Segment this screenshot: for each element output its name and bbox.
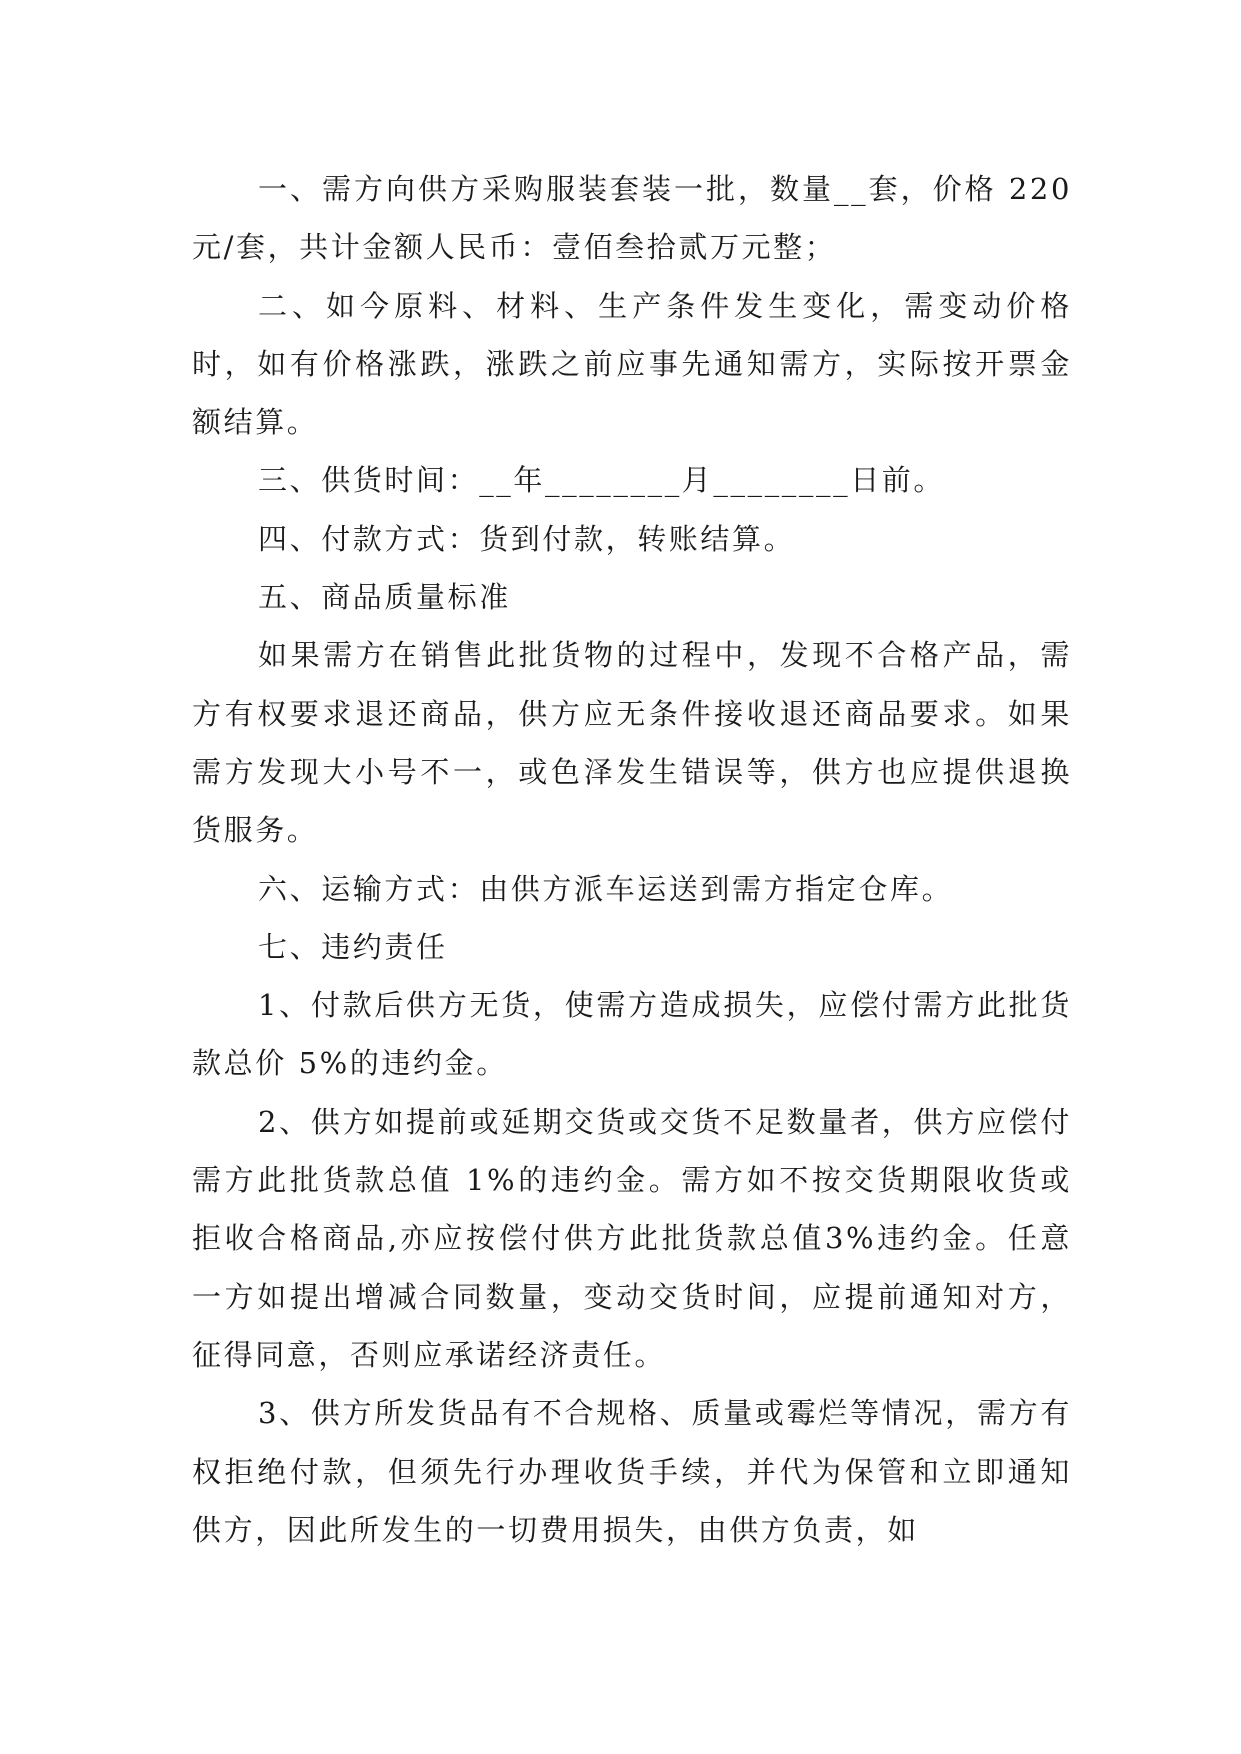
liability-item-3: 3、供方所发货品有不合规格、质量或霉烂等情况，需方有权拒绝付款，但须先行办理收货手续，并代为保管和立即通知供方，因此所发生的一切费用损失，由供方负责，如 — [192, 1396, 1072, 1547]
clause-5-quality-body: 如果需方在销售此批货物的过程中，发现不合格产品，需方有权要求退还商品，供方应无条件接收退还商品要求。如果需方发现大小号不一，或色泽发生错误等，供方也应提供退换货服务。 — [192, 638, 1072, 848]
clause-7-liability-heading: 七、违约责任 — [258, 929, 448, 964]
clause-1-purchase: 一、需方向供方采购服装套装一批，数量__套，价格 220 元/套，共计金额人民币：壹佰叁拾贰万元整； — [192, 172, 1084, 265]
contract-body — [192, 160, 1084, 1559]
clause-5-quality-heading: 五、商品质量标准 — [258, 580, 511, 615]
clause-4-payment: 四、付款方式：货到付款，转账结算。 — [258, 521, 796, 556]
clause-2-price-change: 二、如今原料、材料、生产条件发生变化，需变动价格时，如有价格涨跌，涨跌之前应事先通知需方，实际按开票金额结算。 — [192, 288, 1072, 440]
liability-item-2: 2、供方如提前或延期交货或交货不足数量者，供方应偿付需方此批货款总值 1%的违约金。需方如不按交货期限收货或拒收合格商品,亦应按偿付供方此批货款总值3%违约金。任意一方如提出增减合同数量，变动交货时间，应提前通知对方，征得同意，否则应承诺经济责任。 — [192, 1104, 1072, 1372]
clause-6-transport: 六、运输方式：由供方派车运送到需方指定仓库。 — [258, 871, 954, 906]
liability-item-1: 1、付款后供方无货，使需方造成损失，应偿付需方此批货款总价 5%的违约金。 — [192, 988, 1072, 1081]
clause-3-delivery-time: 三、供货时间：__年________月________日前。 — [258, 463, 946, 498]
